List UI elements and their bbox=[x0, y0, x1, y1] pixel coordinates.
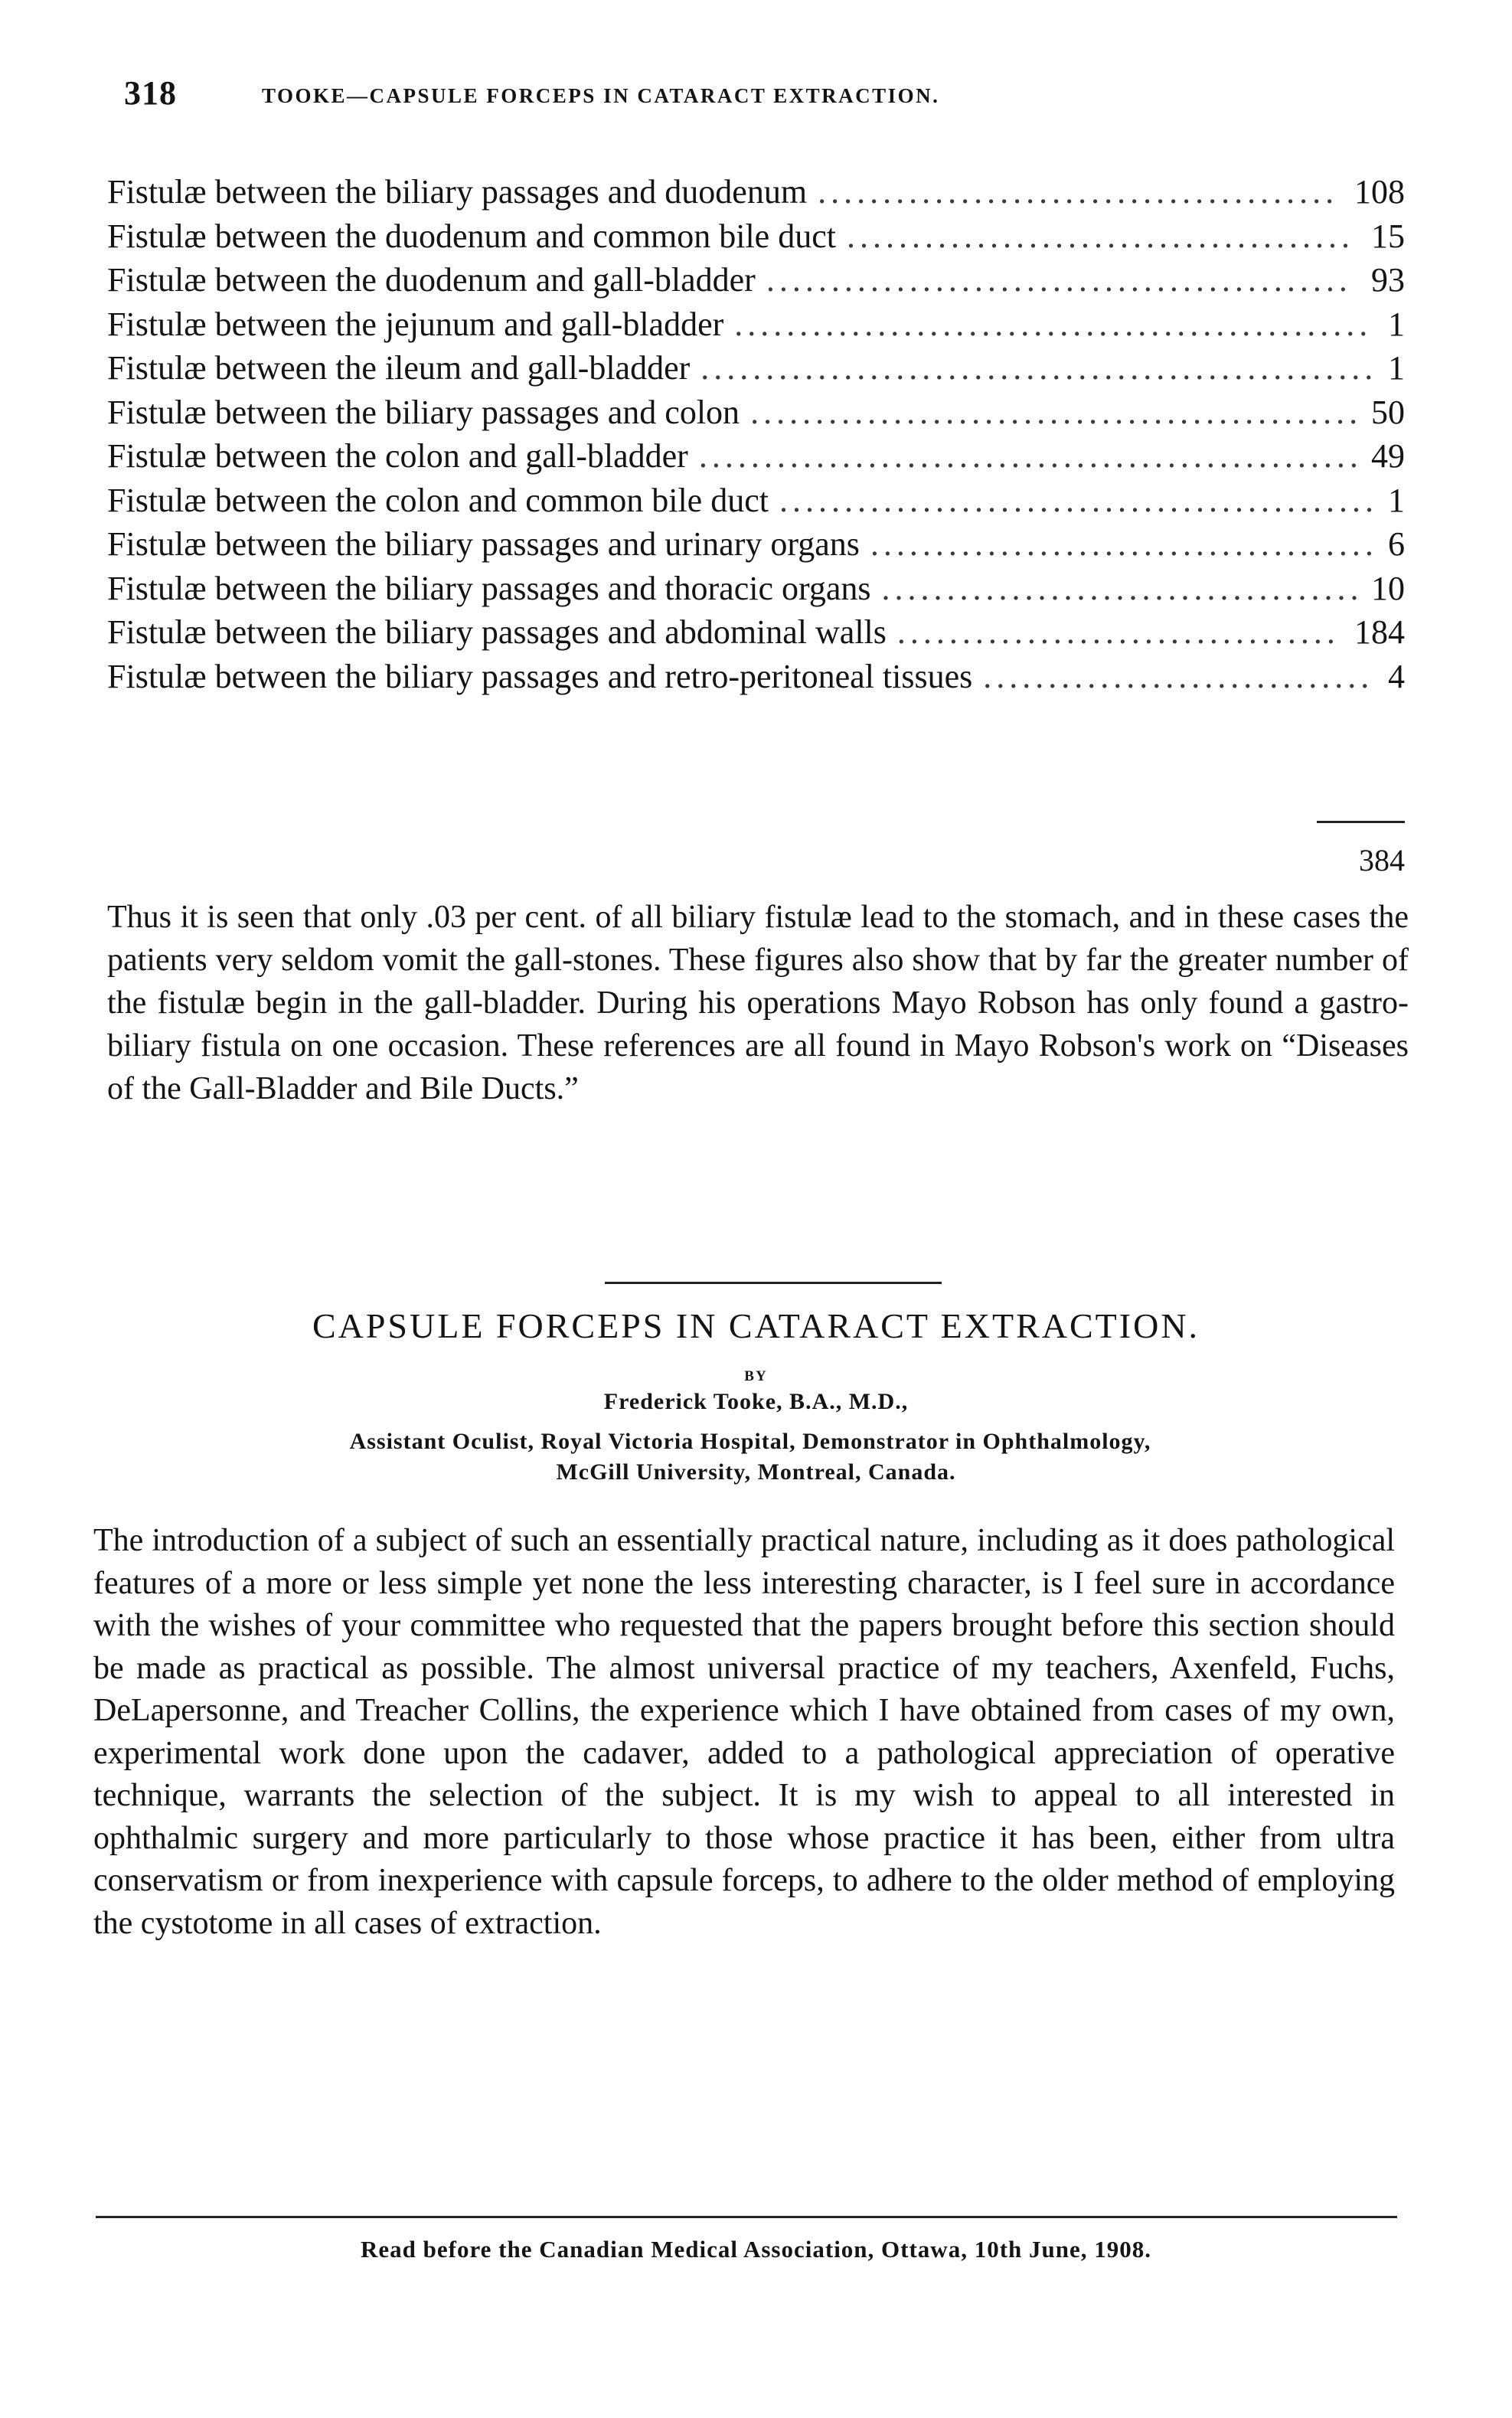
table-row bbox=[107, 567, 1409, 611]
row-value: 6 bbox=[1388, 525, 1405, 563]
author-affiliation-line-2: McGill University, Montreal, Canada. bbox=[556, 1459, 956, 1485]
table-row bbox=[107, 522, 1409, 567]
dot-leader: .............................. bbox=[983, 657, 1374, 695]
dot-leader: ............................................. bbox=[766, 261, 1352, 299]
paragraph-fistulae-summary: Thus it is seen that only .03 per cent. of all biliary fistulæ lead to the stomach, and in these cases the patients very seldom vomit the gall-stones. These figures also show that by far the greater number of the fistulæ begin in the gall-bladder. During his operations Mayo Robson has only found a gastro-biliary fistula on one occasion. These references are all found in Mayo Robson's work on “Diseases of the Gall-Bladder and Bile Ducts.” bbox=[107, 900, 1409, 1106]
row-label: Fistulæ between the duodenum and gall-bladder bbox=[107, 261, 756, 299]
footnote: Read before the Canadian Medical Association, Ottawa, 10th June, 1908. bbox=[360, 2236, 1151, 2263]
fistula-table bbox=[107, 170, 1409, 698]
table-row bbox=[107, 170, 1409, 214]
row-value: 1 bbox=[1388, 305, 1405, 343]
author-name: Frederick Tooke, B.A., M.D., bbox=[603, 1389, 909, 1414]
section-divider bbox=[605, 1282, 942, 1284]
table-row bbox=[107, 390, 1409, 435]
table-row bbox=[107, 610, 1409, 655]
dot-leader: ................................................. bbox=[734, 305, 1373, 343]
row-value: 184 bbox=[1354, 613, 1405, 651]
row-value: 108 bbox=[1354, 173, 1405, 211]
row-value: 50 bbox=[1371, 393, 1405, 431]
row-value: 1 bbox=[1388, 481, 1405, 519]
row-label: Fistulæ between the ileum and gall-bladder bbox=[107, 349, 691, 387]
page-number: 318 bbox=[124, 74, 177, 112]
dot-leader: ..................................... bbox=[881, 569, 1363, 607]
table-row bbox=[107, 302, 1409, 347]
row-label: Fistulæ between the jejunum and gall-bladder bbox=[107, 305, 724, 343]
row-value: 49 bbox=[1371, 437, 1405, 475]
footnote-rule bbox=[96, 2216, 1397, 2218]
dot-leader: ................................................... bbox=[698, 437, 1363, 475]
row-value: 1 bbox=[1388, 349, 1405, 387]
table-row bbox=[107, 434, 1409, 479]
article-title: CAPSULE FORCEPS IN CATARACT EXTRACTION. bbox=[312, 1306, 1200, 1345]
row-label: Fistulæ between the biliary passages and urinary organs bbox=[107, 525, 860, 563]
row-value: 93 bbox=[1371, 261, 1405, 299]
table-row bbox=[107, 479, 1409, 523]
dot-leader: ........................................ bbox=[818, 173, 1339, 211]
row-label: Fistulæ between the biliary passages and abdominal walls bbox=[107, 613, 887, 651]
running-title: TOOKE—CAPSULE FORCEPS IN CATARACT EXTRACTION. bbox=[262, 84, 940, 107]
row-label: Fistulæ between the biliary passages and colon bbox=[107, 393, 740, 431]
author-affiliation-line-1: Assistant Oculist, Royal Victoria Hospital, Demonstrator in Ophthalmology, bbox=[349, 1429, 1151, 1454]
dot-leader: ....................................... bbox=[846, 217, 1354, 255]
row-value: 10 bbox=[1371, 569, 1405, 607]
table-total: 384 bbox=[1359, 843, 1405, 877]
total-rule bbox=[1317, 821, 1405, 823]
table-row bbox=[107, 346, 1409, 390]
row-value: 15 bbox=[1371, 217, 1405, 255]
table-row bbox=[107, 258, 1409, 302]
table-row bbox=[107, 214, 1409, 259]
dot-leader: .............................................. bbox=[779, 481, 1378, 519]
row-label: Fistulæ between the duodenum and common bile duct bbox=[107, 217, 836, 255]
dot-leader: ....................................... bbox=[870, 525, 1378, 563]
dot-leader: .................................. bbox=[896, 613, 1340, 651]
by-line: BY bbox=[744, 1368, 768, 1384]
running-head bbox=[124, 74, 1425, 119]
row-label: Fistulæ between the colon and common bile duct bbox=[107, 481, 769, 519]
row-label: Fistulæ between the biliary passages and thoracic organs bbox=[107, 569, 871, 607]
paragraph-introduction: The introduction of a subject of such an essentially practical nature, including as it does pathological features of a more or less simple yet none the less interesting character, is I feel sure in accordance with the wishes of your committee who requested that the papers brought before this section should be made as practical as possible. The almost universal practice of my teachers, Axenfeld, Fuchs, DeLapersonne, and Treacher Collins, the experience which I have obtained from cases of my own, experimental work done upon the cadaver, added to a pathological appreciation of operative technique, warrants the selection of the subject. It is my wish to appeal to all interested in ophthalmic surgery and more particularly to those whose practice it has been, either from ultra conservatism or from inexperience with capsule forceps, to adhere to the older method of employing the cystotome in all cases of extraction. bbox=[93, 1523, 1395, 1941]
dot-leader: ............................................... bbox=[750, 393, 1363, 431]
row-value: 4 bbox=[1388, 657, 1405, 695]
row-label: Fistulæ between the biliary passages and duodenum bbox=[107, 173, 808, 211]
row-label: Fistulæ between the biliary passages and retro-peritoneal tissues bbox=[107, 657, 973, 695]
dot-leader: .................................................... bbox=[700, 349, 1378, 387]
table-row bbox=[107, 655, 1409, 699]
row-label: Fistulæ between the colon and gall-bladder bbox=[107, 437, 688, 475]
